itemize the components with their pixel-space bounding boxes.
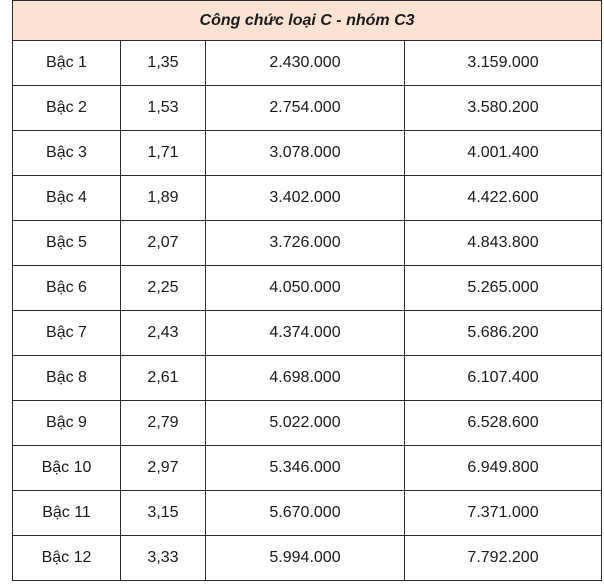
coefficient-cell: 2,07	[121, 221, 206, 266]
salary-current-cell: 3.726.000	[206, 221, 405, 266]
table-row	[13, 311, 602, 356]
grade-cell: Bậc 2	[13, 86, 121, 131]
salary-new-cell: 4.843.800	[405, 221, 602, 266]
salary-table	[12, 0, 602, 581]
grade-cell: Bậc 4	[13, 176, 121, 221]
salary-current-cell: 5.346.000	[206, 446, 405, 491]
salary-current-cell: 5.022.000	[206, 401, 405, 446]
salary-new-cell: 4.001.400	[405, 131, 602, 176]
grade-cell: Bậc 3	[13, 131, 121, 176]
salary-current-cell: 2.430.000	[206, 41, 405, 86]
salary-new-cell: 6.949.800	[405, 446, 602, 491]
table-row	[13, 221, 602, 266]
table-row	[13, 356, 602, 401]
grade-cell: Bậc 7	[13, 311, 121, 356]
coefficient-cell: 2,97	[121, 446, 206, 491]
salary-current-cell: 3.402.000	[206, 176, 405, 221]
salary-new-cell: 3.159.000	[405, 41, 602, 86]
salary-current-cell: 2.754.000	[206, 86, 405, 131]
table-row	[13, 41, 602, 86]
coefficient-cell: 2,79	[121, 401, 206, 446]
salary-current-cell: 3.078.000	[206, 131, 405, 176]
grade-cell: Bậc 1	[13, 41, 121, 86]
coefficient-cell: 1,89	[121, 176, 206, 221]
grade-cell: Bậc 9	[13, 401, 121, 446]
table-row	[13, 86, 602, 131]
salary-current-cell: 4.698.000	[206, 356, 405, 401]
salary-new-cell: 7.792.200	[405, 536, 602, 581]
table-row	[13, 446, 602, 491]
grade-cell: Bậc 12	[13, 536, 121, 581]
salary-new-cell: 5.686.200	[405, 311, 602, 356]
coefficient-cell: 2,61	[121, 356, 206, 401]
grade-cell: Bậc 6	[13, 266, 121, 311]
grade-cell: Bậc 5	[13, 221, 121, 266]
table-title: Công chức loại C - nhóm C3	[13, 1, 602, 41]
table-row	[13, 266, 602, 311]
grade-cell: Bậc 8	[13, 356, 121, 401]
salary-current-cell: 5.994.000	[206, 536, 405, 581]
salary-new-cell: 5.265.000	[405, 266, 602, 311]
coefficient-cell: 3,15	[121, 491, 206, 536]
grade-cell: Bậc 11	[13, 491, 121, 536]
salary-new-cell: 6.528.600	[405, 401, 602, 446]
salary-new-cell: 6.107.400	[405, 356, 602, 401]
coefficient-cell: 3,33	[121, 536, 206, 581]
coefficient-cell: 1,53	[121, 86, 206, 131]
grade-cell: Bậc 10	[13, 446, 121, 491]
coefficient-cell: 1,35	[121, 41, 206, 86]
coefficient-cell: 1,71	[121, 131, 206, 176]
table-row	[13, 131, 602, 176]
salary-current-cell: 5.670.000	[206, 491, 405, 536]
coefficient-cell: 2,43	[121, 311, 206, 356]
salary-new-cell: 4.422.600	[405, 176, 602, 221]
coefficient-cell: 2,25	[121, 266, 206, 311]
table-row	[13, 536, 602, 581]
salary-current-cell: 4.374.000	[206, 311, 405, 356]
table-row	[13, 491, 602, 536]
salary-current-cell: 4.050.000	[206, 266, 405, 311]
table-header-row	[13, 1, 602, 41]
salary-new-cell: 7.371.000	[405, 491, 602, 536]
table-row	[13, 401, 602, 446]
salary-new-cell: 3.580.200	[405, 86, 602, 131]
table-body	[13, 1, 602, 581]
table-row	[13, 176, 602, 221]
